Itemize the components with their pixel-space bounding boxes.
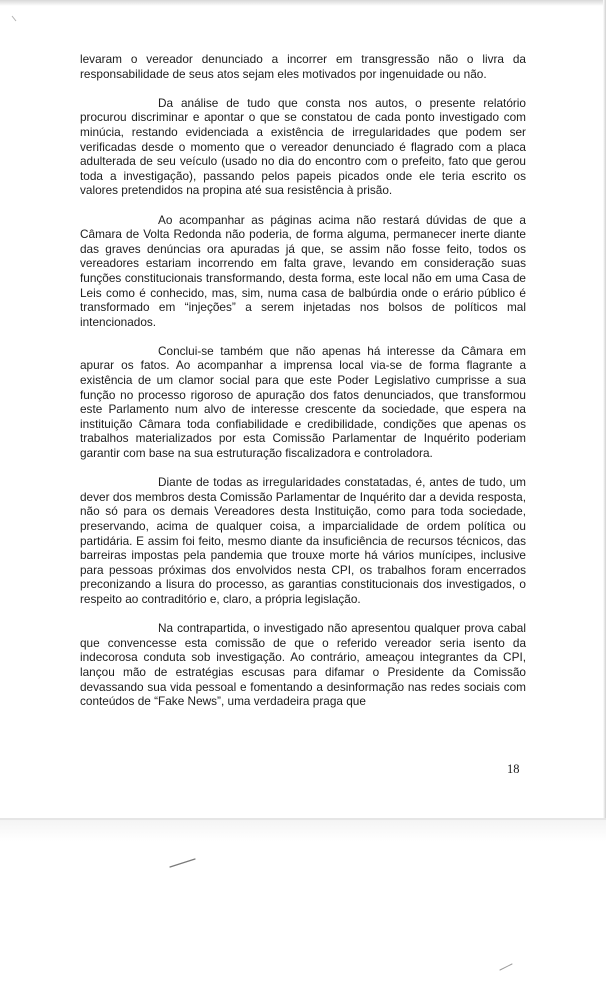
paragraph-5: Diante de todas as irregularidades constatadas, é, antes de tudo, um dever dos membros desta Comissão Parlamentar de Inquérito dar a devida resposta, não só para os demais Vereadores desta Instituição, como para toda sociedade, preservando, acima de qualquer coisa, a imparcialidade de ordem política ou partidária. E assim foi feito, mesmo diante da insuficiência de recursos técnicos, das barreiras impostas pela pandemia que trouxe morte há vários munícipes, inclusive para pessoas próximas dos envolvidos nesta CPI, os trabalhos foram encerrados preconizando a lisura do processo, as garantias constitucionais dos investigados, o respeito ao contraditório e, claro, a própria legislação. — [80, 475, 526, 606]
paragraph-6: Na contrapartida, o investigado não apresentou qualquer prova cabal que convencesse esta comissão de que o referido vereador seria isento da indecorosa conduta sob investigação. Ao contrário, ameaçou integrantes da CPI, lançou mão de estratégias escusas para difamar o Presidente da Comissão devassando sua vida pessoal e fomentando a desinformação nas redes sociais com conteúdos de “Fake News”, uma verdadeira praga que — [80, 621, 526, 709]
paragraph-4: Conclui-se também que não apenas há interesse da Câmara em apurar os fatos. Ao acompanhar a imprensa local via-se de forma flagrante a existência de um clamor social para que este Poder Legislativo cumprisse a sua função no processo rigoroso de apuração dos fatos denunciados, que transformou este Parlamento num alvo de interesse crescente da sociedade, que espera na instituição Câmara toda confiabilidade e credibilidade, condições que apenas os trabalhos materializados por esta Comissão Parlamentar de Inquérito poderiam garantir com base na sua estruturação fiscalizadora e controladora. — [80, 343, 526, 461]
paragraph-3: Ao acompanhar as páginas acima não restará dúvidas de que a Câmara de Volta Redonda não poderia, de forma alguma, permanecer inerte diante das graves denúncias ora apuradas já que, se assim não fosse feito, todos os vereadores estariam incorrendo em falta grave, levando em consideração suas funções constitucionais transformando, desta forma, este local não em uma Casa de Leis como é conhecido, mas, sim, numa casa de balbúrdia onde o erário público é transformado em “injeções” a serem injetadas nos bolsos de políticos mal intencionados. — [80, 212, 526, 329]
page-number: 18 — [507, 762, 520, 776]
margin-tick-mark — [10, 14, 20, 24]
pen-stroke-mark-small — [498, 962, 514, 972]
pen-stroke-mark — [168, 857, 198, 869]
document-body — [80, 52, 526, 723]
paragraph-2: Da análise de tudo que consta nos autos, o presente relatório procurou discriminar e apontar o que se constatou de cada ponto investigado com minúcia, restando evidenciada a existência de irregularidades que podem ser verificadas desde o momento que o vereador denunciado é flagrado com a placa adulterada de seu veículo (usado no dia do encontro com o prefeito, fato que gerou toda a investigação), passando pelos papeis picados onde ele teria escrito os valores pretendidos na propina até sua resistência à prisão. — [80, 95, 526, 198]
scan-top-edge — [0, 0, 606, 6]
scan-blank-area — [0, 820, 606, 999]
paragraph-1: levaram o vereador denunciado a incorrer em transgressão não o livra da responsabilidade de seus atos sejam eles motivados por ingenuidade ou não. — [80, 52, 526, 81]
